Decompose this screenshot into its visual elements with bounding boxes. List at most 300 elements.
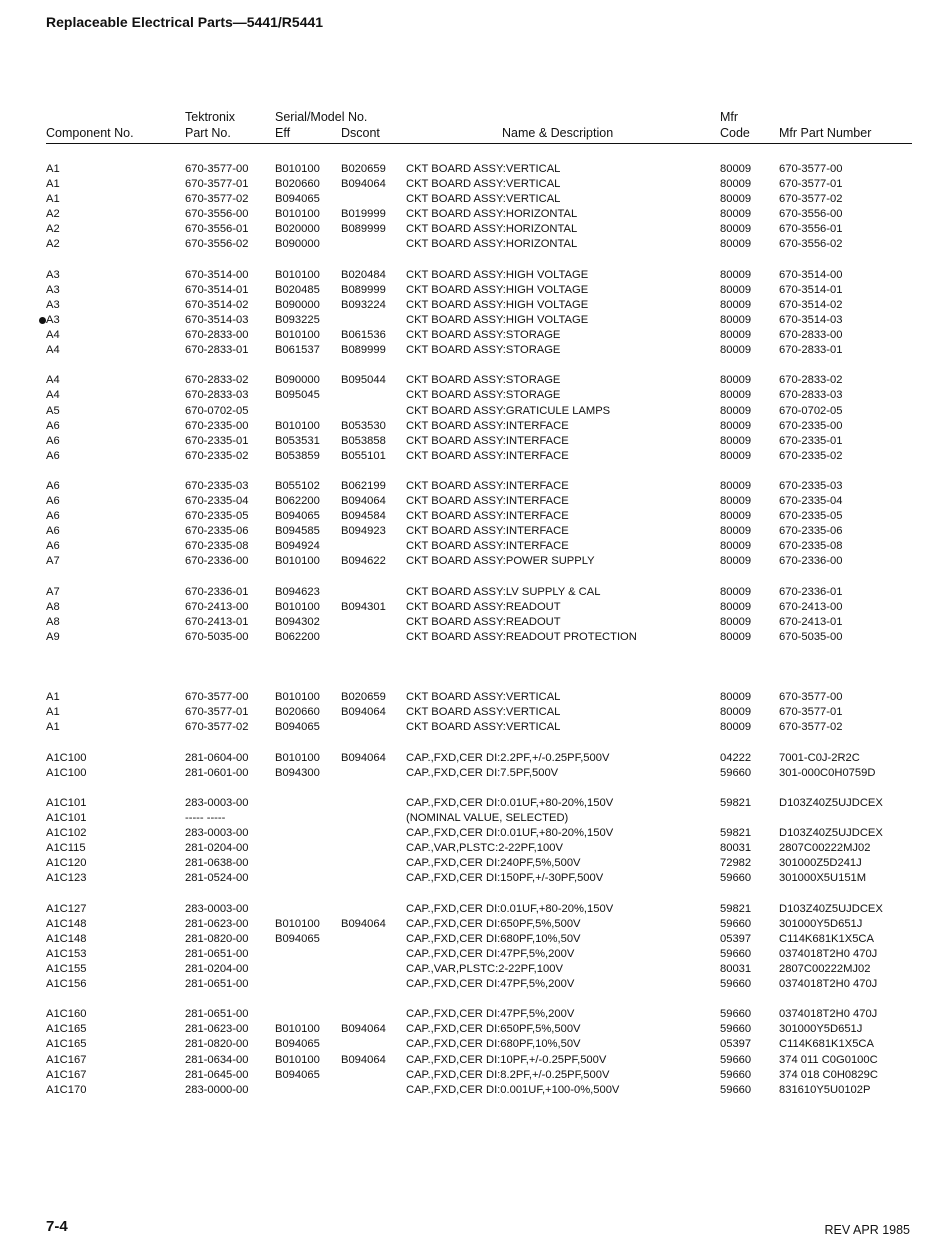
cell-part-no: 670-5035-00 (185, 630, 249, 643)
cell-component-no: A7 (46, 555, 60, 568)
cell-dscont: B094064 (341, 751, 386, 764)
cell-description: CKT BOARD ASSY:HORIZONTAL (406, 223, 578, 236)
table-row (0, 932, 950, 947)
cell-dscont: B089999 (341, 223, 386, 236)
cell-eff: B094300 (275, 766, 320, 779)
cell-component-no: A1C160 (46, 1008, 87, 1021)
cell-dscont: B093224 (341, 298, 386, 311)
cell-mfr-code: 80009 (720, 419, 752, 432)
cell-description: CKT BOARD ASSY:HIGH VOLTAGE (406, 268, 589, 281)
cell-part-no: 670-2336-00 (185, 555, 249, 568)
cell-part-no: 670-3514-00 (185, 268, 249, 281)
cell-mfr-code: 80009 (720, 193, 752, 206)
cell-eff: B020000 (275, 223, 320, 236)
cell-mfr-part-number: 301000Y5D651J (779, 917, 863, 930)
table-row (0, 524, 950, 539)
cell-component-no: A4 (46, 389, 60, 402)
cell-mfr-part-number: 0374018T2H0 470J (779, 1008, 878, 1021)
header-name-description: Name & Description (502, 126, 614, 140)
cell-part-no: 281-0651-00 (185, 978, 249, 991)
cell-part-no: 670-2335-01 (185, 434, 249, 447)
cell-mfr-part-number: 301000Z5D241J (779, 857, 862, 870)
header-eff: Eff (275, 126, 291, 140)
cell-mfr-part-number: 670-3577-02 (779, 193, 843, 206)
cell-description: CKT BOARD ASSY:READOUT PROTECTION (406, 630, 637, 643)
cell-description: CKT BOARD ASSY:READOUT (406, 615, 561, 628)
cell-part-no: 670-3577-02 (185, 721, 249, 734)
row-spacer (0, 736, 950, 751)
cell-description: CAP.,FXD,CER DI:240PF,5%,500V (406, 857, 581, 870)
cell-description: CAP.,VAR,PLSTC:2-22PF,100V (406, 842, 563, 855)
cell-dscont: B053858 (341, 434, 386, 447)
cell-description: CKT BOARD ASSY:INTERFACE (406, 419, 569, 432)
cell-mfr-code: 80009 (720, 283, 752, 296)
cell-component-no: A1C167 (46, 1068, 87, 1081)
cell-description: CAP.,FXD,CER DI:0.01UF,+80-20%,150V (406, 796, 614, 809)
cell-component-no: A7 (46, 585, 60, 598)
cell-mfr-code: 59821 (720, 827, 752, 840)
cell-component-no: A1 (46, 193, 60, 206)
cell-mfr-code: 59660 (720, 947, 752, 960)
cell-dscont: B089999 (341, 283, 386, 296)
cell-eff: B010100 (275, 1053, 320, 1066)
cell-component-no: A4 (46, 329, 60, 342)
cell-mfr-code: 80009 (720, 329, 752, 342)
row-spacer (0, 660, 950, 675)
cell-part-no: 281-0601-00 (185, 766, 249, 779)
cell-eff: B094302 (275, 615, 320, 628)
cell-dscont: B019999 (341, 208, 386, 221)
cell-mfr-part-number: 670-3577-00 (779, 163, 843, 175)
table-row (0, 826, 950, 841)
cell-mfr-part-number: 670-2335-06 (779, 525, 843, 538)
cell-description: CKT BOARD ASSY:HORIZONTAL (406, 238, 578, 251)
cell-component-no: A6 (46, 495, 60, 508)
cell-component-no: A1 (46, 706, 60, 719)
cell-component-no: A6 (46, 479, 60, 492)
cell-part-no: 670-3577-02 (185, 193, 249, 206)
table-row (0, 207, 950, 222)
cell-part-no: 670-2413-00 (185, 600, 249, 613)
cell-mfr-code: 80009 (720, 449, 752, 462)
cell-mfr-code: 80009 (720, 208, 752, 221)
cell-component-no: A8 (46, 600, 60, 613)
cell-mfr-part-number: 670-3514-00 (779, 268, 843, 281)
header-mfr-part-number: Mfr Part Number (779, 126, 872, 140)
cell-component-no: A1C123 (46, 872, 87, 885)
cell-component-no: A1C148 (46, 917, 87, 930)
parts-table (0, 162, 950, 1098)
cell-description: CAP.,FXD,CER DI:680PF,10%,50V (406, 932, 581, 945)
cell-part-no: 670-2335-08 (185, 540, 249, 553)
cell-description: CKT BOARD ASSY:POWER SUPPLY (406, 555, 595, 568)
cell-description: CAP.,FXD,CER DI:0.01UF,+80-20%,150V (406, 902, 614, 915)
cell-part-no: 670-2833-02 (185, 374, 249, 387)
cell-description: CAP.,FXD,CER DI:7.5PF,500V (406, 766, 559, 779)
cell-mfr-part-number: 670-3514-03 (779, 313, 843, 326)
cell-description: CAP.,FXD,CER DI:10PF,+/-0.25PF,500V (406, 1053, 607, 1066)
cell-description: CAP.,FXD,CER DI:47PF,5%,200V (406, 1008, 575, 1021)
cell-eff: B094065 (275, 510, 320, 523)
cell-dscont: B094584 (341, 510, 386, 523)
table-row (0, 615, 950, 630)
table-row (0, 902, 950, 917)
table-row (0, 1083, 950, 1098)
cell-eff: B094924 (275, 540, 320, 553)
cell-mfr-part-number: 670-2833-01 (779, 344, 843, 357)
table-row (0, 388, 950, 403)
cell-description: CKT BOARD ASSY:INTERFACE (406, 525, 569, 538)
cell-dscont: B089999 (341, 344, 386, 357)
cell-mfr-part-number: 670-0702-05 (779, 404, 843, 417)
cell-mfr-code: 80009 (720, 495, 752, 508)
table-row (0, 585, 950, 600)
table-row (0, 766, 950, 781)
cell-component-no: A6 (46, 510, 60, 523)
cell-component-no: A1C156 (46, 978, 87, 991)
cell-component-no: A1C115 (46, 842, 86, 855)
table-row (0, 554, 950, 569)
cell-component-no: A2 (46, 223, 60, 236)
cell-description: CAP.,FXD,CER DI:47PF,5%,200V (406, 978, 575, 991)
cell-component-no: A1C100 (46, 751, 87, 764)
cell-component-no: A1C170 (46, 1083, 87, 1096)
cell-eff: B061537 (275, 344, 320, 357)
cell-part-no: 281-0524-00 (185, 872, 249, 885)
cell-mfr-part-number: 2807C00222MJ02 (779, 842, 871, 855)
cell-dscont: B020659 (341, 691, 386, 704)
cell-eff: B010100 (275, 917, 320, 930)
cell-mfr-code: 59660 (720, 872, 752, 885)
cell-part-no: 670-3514-01 (185, 283, 249, 296)
cell-mfr-part-number: 301-000C0H0759D (779, 766, 876, 779)
cell-mfr-part-number: 0374018T2H0 470J (779, 947, 878, 960)
cell-eff: B094623 (275, 585, 320, 598)
cell-part-no: 281-0820-00 (185, 1038, 249, 1051)
cell-component-no: A6 (46, 525, 60, 538)
cell-part-no: 670-3556-02 (185, 238, 249, 251)
change-mark-icon (39, 317, 46, 324)
cell-part-no: 670-2335-03 (185, 479, 249, 492)
table-row (0, 222, 950, 237)
cell-component-no: A1C165 (46, 1038, 87, 1051)
cell-mfr-part-number: 670-3556-01 (779, 223, 843, 236)
table-row (0, 977, 950, 992)
cell-component-no: A1C167 (46, 1053, 87, 1066)
cell-eff: B010100 (275, 1023, 320, 1036)
header-rule (46, 143, 912, 144)
cell-description: CKT BOARD ASSY:HIGH VOLTAGE (406, 298, 589, 311)
cell-mfr-code: 59660 (720, 766, 752, 779)
cell-mfr-part-number: D103Z40Z5UJDCEX (779, 902, 883, 915)
cell-mfr-code: 80031 (720, 842, 752, 855)
table-row (0, 419, 950, 434)
cell-mfr-part-number: 670-2335-05 (779, 510, 843, 523)
cell-eff: B053531 (275, 434, 320, 447)
cell-part-no: 281-0638-00 (185, 857, 249, 870)
cell-eff: B010100 (275, 208, 320, 221)
cell-description: CKT BOARD ASSY:INTERFACE (406, 434, 569, 447)
cell-mfr-code: 80009 (720, 344, 752, 357)
cell-part-no: ----- ----- (185, 812, 226, 825)
revision-date: REV APR 1985 (824, 1223, 910, 1237)
cell-description: CKT BOARD ASSY:INTERFACE (406, 540, 569, 553)
cell-description: CKT BOARD ASSY:VERTICAL (406, 721, 561, 734)
cell-part-no: 281-0623-00 (185, 1023, 249, 1036)
cell-description: CAP.,FXD,CER DI:150PF,+/-30PF,500V (406, 872, 604, 885)
cell-mfr-code: 59660 (720, 1008, 752, 1021)
cell-eff: B010100 (275, 268, 320, 281)
cell-mfr-code: 80009 (720, 706, 752, 719)
cell-eff: B053859 (275, 449, 320, 462)
cell-mfr-code: 80009 (720, 540, 752, 553)
cell-component-no: A1C102 (46, 827, 87, 840)
cell-description: CKT BOARD ASSY:GRATICULE LAMPS (406, 404, 611, 417)
cell-component-no: A1C100 (46, 766, 87, 779)
cell-part-no: 281-0634-00 (185, 1053, 249, 1066)
header-serial-model: Serial/Model No. (275, 110, 368, 124)
table-row (0, 1022, 950, 1037)
cell-mfr-part-number: D103Z40Z5UJDCEX (779, 827, 883, 840)
cell-mfr-code: 80009 (720, 163, 752, 175)
cell-mfr-part-number: 670-2335-03 (779, 479, 843, 492)
cell-mfr-code: 80009 (720, 238, 752, 251)
cell-part-no: 281-0604-00 (185, 751, 249, 764)
cell-mfr-part-number: 670-2336-01 (779, 585, 843, 598)
cell-component-no: A3 (46, 283, 60, 296)
cell-mfr-code: 59660 (720, 1083, 752, 1096)
cell-mfr-code: 80009 (720, 268, 752, 281)
cell-component-no: A1 (46, 691, 60, 704)
cell-mfr-part-number: 670-2413-01 (779, 615, 843, 628)
header-part-no: Part No. (185, 126, 231, 140)
cell-component-no: A1C120 (46, 857, 87, 870)
cell-mfr-code: 80009 (720, 691, 752, 704)
cell-mfr-code: 59660 (720, 1053, 752, 1066)
cell-description: CKT BOARD ASSY:INTERFACE (406, 510, 569, 523)
cell-mfr-part-number: 670-3577-01 (779, 178, 843, 191)
cell-mfr-part-number: 670-2335-00 (779, 419, 843, 432)
row-spacer (0, 358, 950, 373)
cell-description: CKT BOARD ASSY:INTERFACE (406, 495, 569, 508)
cell-mfr-part-number: 301000X5U151M (779, 872, 867, 885)
cell-part-no: 281-0204-00 (185, 962, 249, 975)
cell-mfr-part-number: 670-2335-04 (779, 495, 843, 508)
table-row (0, 373, 950, 388)
cell-component-no: A6 (46, 434, 60, 447)
cell-mfr-part-number: 670-3556-02 (779, 238, 843, 251)
cell-part-no: 670-2335-05 (185, 510, 249, 523)
cell-description: CKT BOARD ASSY:STORAGE (406, 329, 561, 342)
cell-description: CAP.,FXD,CER DI:0.01UF,+80-20%,150V (406, 827, 614, 840)
page-number: 7-4 (46, 1218, 68, 1235)
cell-component-no: A1C148 (46, 932, 87, 945)
cell-description: CKT BOARD ASSY:VERTICAL (406, 178, 561, 191)
cell-mfr-code: 04222 (720, 751, 752, 764)
cell-mfr-part-number: 301000Y5D651J (779, 1023, 863, 1036)
cell-part-no: 283-0003-00 (185, 827, 249, 840)
cell-part-no: 670-2833-03 (185, 389, 249, 402)
cell-dscont: B053530 (341, 419, 386, 432)
cell-dscont: B094064 (341, 1023, 386, 1036)
cell-mfr-part-number: 0374018T2H0 470J (779, 978, 878, 991)
cell-component-no: A1 (46, 178, 60, 191)
cell-eff: B094065 (275, 932, 320, 945)
table-row (0, 962, 950, 977)
row-spacer (0, 781, 950, 796)
cell-component-no: A4 (46, 344, 60, 357)
cell-mfr-code: 80009 (720, 223, 752, 236)
cell-description: CKT BOARD ASSY:HIGH VOLTAGE (406, 313, 589, 326)
cell-dscont: B094064 (341, 706, 386, 719)
table-row (0, 237, 950, 252)
cell-mfr-part-number: 670-2335-08 (779, 540, 843, 553)
cell-component-no: A1C153 (46, 947, 87, 960)
cell-description: CKT BOARD ASSY:STORAGE (406, 389, 561, 402)
cell-mfr-part-number: C114K681K1X5CA (779, 1038, 874, 1051)
cell-dscont: B094301 (341, 600, 386, 613)
cell-mfr-part-number: 670-2413-00 (779, 600, 843, 613)
cell-part-no: 281-0651-00 (185, 947, 249, 960)
cell-description: CAP.,FXD,CER DI:8.2PF,+/-0.25PF,500V (406, 1068, 610, 1081)
cell-dscont: B094064 (341, 917, 386, 930)
table-row (0, 162, 950, 177)
cell-description: CAP.,FXD,CER DI:650PF,5%,500V (406, 917, 581, 930)
cell-part-no: 670-3577-01 (185, 706, 249, 719)
cell-component-no: A1C101 (46, 812, 87, 825)
cell-mfr-code: 72982 (720, 857, 752, 870)
cell-mfr-code: 80009 (720, 404, 752, 417)
page-title: Replaceable Electrical Parts—5441/R5441 (46, 14, 324, 30)
table-row (0, 600, 950, 615)
cell-eff: B095045 (275, 389, 320, 402)
cell-part-no: 670-3577-01 (185, 178, 249, 191)
cell-part-no: 283-0003-00 (185, 902, 249, 915)
cell-part-no: 670-3514-03 (185, 313, 249, 326)
cell-component-no: A6 (46, 540, 60, 553)
table-row (0, 192, 950, 207)
cell-mfr-part-number: 670-2335-02 (779, 449, 843, 462)
cell-description: CKT BOARD ASSY:VERTICAL (406, 706, 561, 719)
cell-part-no: 670-2335-04 (185, 495, 249, 508)
table-row (0, 539, 950, 554)
cell-mfr-code: 80009 (720, 721, 752, 734)
table-row (0, 1007, 950, 1022)
cell-component-no: A3 (46, 298, 60, 311)
cell-eff: B094585 (275, 525, 320, 538)
table-row (0, 298, 950, 313)
cell-mfr-part-number: 670-5035-00 (779, 630, 843, 643)
cell-part-no: 670-2336-01 (185, 585, 249, 598)
table-row (0, 690, 950, 705)
table-row (0, 811, 950, 826)
table-row (0, 841, 950, 856)
cell-description: CKT BOARD ASSY:VERTICAL (406, 163, 561, 175)
cell-description: CAP.,FXD,CER DI:0.001UF,+100-0%,500V (406, 1083, 620, 1096)
table-row (0, 404, 950, 419)
cell-mfr-part-number: 670-2833-03 (779, 389, 843, 402)
table-row (0, 1068, 950, 1083)
table-row (0, 630, 950, 645)
cell-mfr-part-number: 670-3514-02 (779, 298, 843, 311)
header-mfr: Mfr (720, 110, 739, 124)
cell-description: (NOMINAL VALUE, SELECTED) (406, 812, 569, 825)
cell-mfr-code: 80009 (720, 313, 752, 326)
cell-part-no: 670-2833-01 (185, 344, 249, 357)
cell-component-no: A5 (46, 404, 60, 417)
cell-eff: B090000 (275, 298, 320, 311)
cell-description: CKT BOARD ASSY:INTERFACE (406, 479, 569, 492)
table-row (0, 283, 950, 298)
cell-mfr-code: 80009 (720, 178, 752, 191)
row-spacer (0, 992, 950, 1007)
cell-component-no: A1C165 (46, 1023, 87, 1036)
header-component-no: Component No. (46, 126, 134, 140)
cell-mfr-code: 05397 (720, 1038, 752, 1051)
table-row (0, 434, 950, 449)
cell-part-no: 670-3556-01 (185, 223, 249, 236)
cell-mfr-part-number: 374 018 C0H0829C (779, 1068, 878, 1081)
cell-part-no: 281-0820-00 (185, 932, 249, 945)
cell-component-no: A6 (46, 419, 60, 432)
cell-eff: B062200 (275, 495, 320, 508)
cell-mfr-code: 59660 (720, 978, 752, 991)
cell-eff: B010100 (275, 419, 320, 432)
cell-part-no: 281-0651-00 (185, 1008, 249, 1021)
cell-mfr-part-number: D103Z40Z5UJDCEX (779, 796, 883, 809)
cell-dscont: B094064 (341, 495, 386, 508)
cell-eff: B010100 (275, 600, 320, 613)
cell-description: CAP.,FXD,CER DI:650PF,5%,500V (406, 1023, 581, 1036)
cell-description: CKT BOARD ASSY:HORIZONTAL (406, 208, 578, 221)
cell-description: CKT BOARD ASSY:STORAGE (406, 374, 561, 387)
row-spacer (0, 464, 950, 479)
cell-mfr-part-number: 670-2336-00 (779, 555, 843, 568)
cell-component-no: A3 (46, 313, 60, 326)
cell-dscont: B020484 (341, 268, 386, 281)
cell-dscont: B094622 (341, 555, 386, 568)
table-row (0, 1053, 950, 1068)
cell-eff: B020485 (275, 283, 320, 296)
cell-eff: B010100 (275, 329, 320, 342)
cell-mfr-part-number: 670-3514-01 (779, 283, 843, 296)
cell-description: CAP.,FXD,CER DI:680PF,10%,50V (406, 1038, 581, 1051)
cell-dscont: B055101 (341, 449, 386, 462)
cell-eff: B093225 (275, 313, 320, 326)
cell-component-no: A1C127 (46, 902, 87, 915)
cell-description: CAP.,FXD,CER DI:47PF,5%,200V (406, 947, 575, 960)
cell-dscont: B095044 (341, 374, 386, 387)
cell-mfr-part-number: 670-2833-02 (779, 374, 843, 387)
table-row (0, 1037, 950, 1052)
table-row (0, 856, 950, 871)
table-row (0, 177, 950, 192)
table-row (0, 328, 950, 343)
cell-eff: B020660 (275, 706, 320, 719)
cell-component-no: A3 (46, 268, 60, 281)
cell-mfr-part-number: 374 011 C0G0100C (779, 1053, 878, 1066)
cell-description: CKT BOARD ASSY:STORAGE (406, 344, 561, 357)
cell-part-no: 670-2833-00 (185, 329, 249, 342)
cell-part-no: 670-0702-05 (185, 404, 249, 417)
cell-description: CAP.,VAR,PLSTC:2-22PF,100V (406, 962, 563, 975)
cell-part-no: 670-3556-00 (185, 208, 249, 221)
row-spacer (0, 675, 950, 690)
cell-part-no: 670-2335-02 (185, 449, 249, 462)
cell-eff: B090000 (275, 238, 320, 251)
cell-dscont: B094923 (341, 525, 386, 538)
cell-part-no: 281-0645-00 (185, 1068, 249, 1081)
